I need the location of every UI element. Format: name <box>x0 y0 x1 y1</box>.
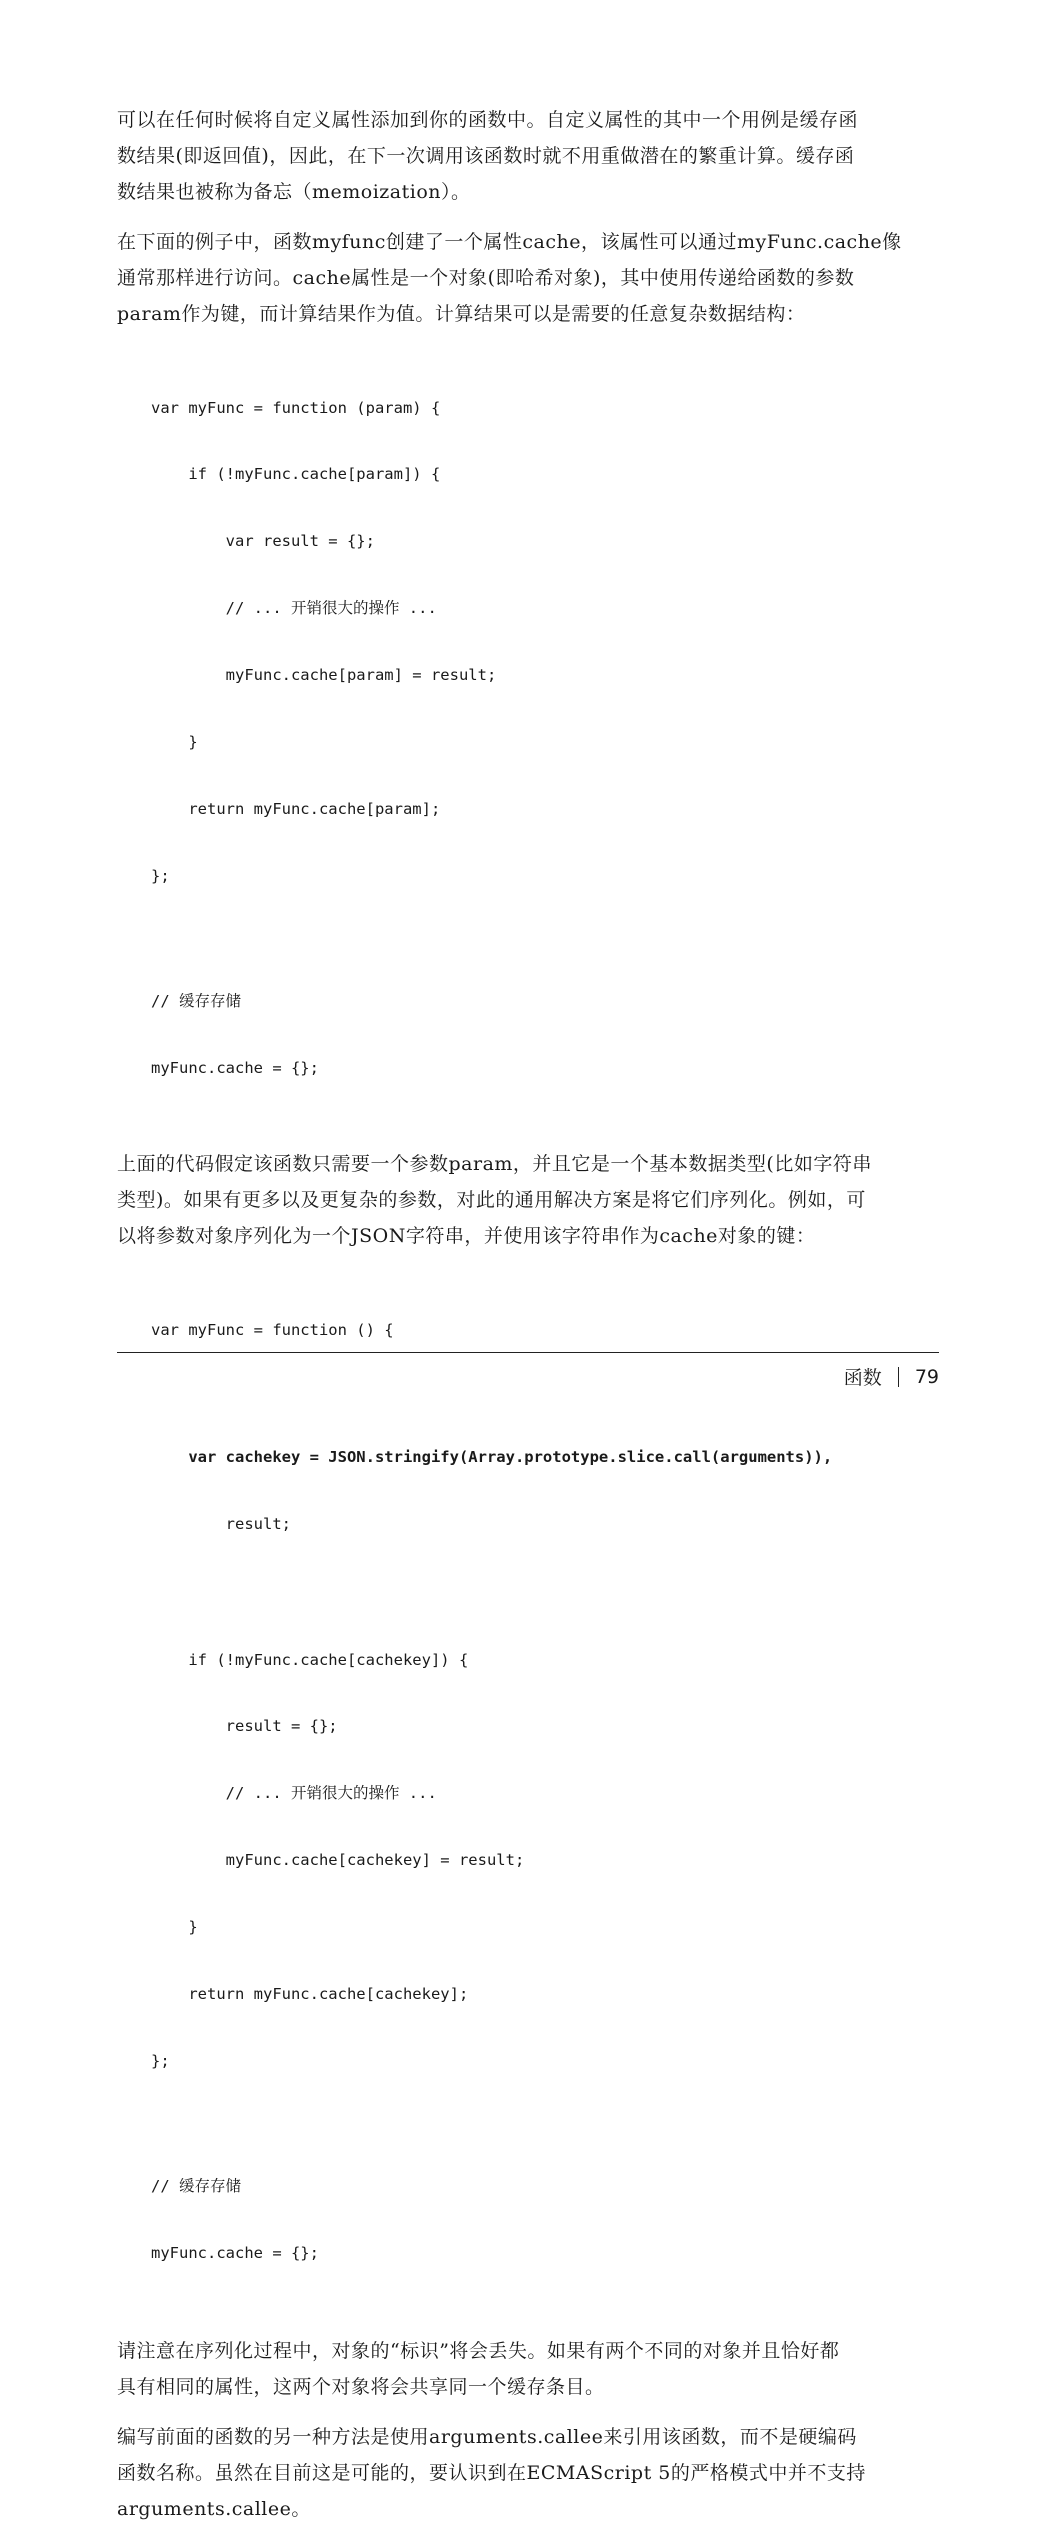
footer-separator <box>898 1367 899 1387</box>
footer-divider <box>117 1352 939 1353</box>
code-line: result = {}; <box>151 1717 338 1736</box>
code-line: myFunc.cache[param] = result; <box>151 666 497 685</box>
code-line: // ... 开销很大的操作 ... <box>151 599 437 618</box>
code-line-highlight: var cachekey = JSON.stringify(Array.prototype.slice.call(arguments)), <box>151 1448 833 1467</box>
code-line: result; <box>151 1515 291 1534</box>
code-line: }; <box>151 866 170 885</box>
code-line: return myFunc.cache[param]; <box>151 799 441 818</box>
code-line: } <box>151 733 198 752</box>
code-line: }; <box>151 2051 170 2070</box>
code-line: var myFunc = function (param) { <box>151 398 441 417</box>
paragraph-arguments-callee: 编写前面的函数的另一种方法是使用arguments.callee来引用该函数，而不是硬编码 函数名称。虽然在目前这是可能的，要认识到在ECMAScript 5的严格模式中并不支持 arguments.callee。 <box>117 2426 866 2521</box>
code-block-json-key <box>151 1274 939 2309</box>
code-comment: // 缓存存储 <box>151 2177 241 2196</box>
footer-section-title: 函数 <box>843 1367 882 1389</box>
code-comment: // 缓存存储 <box>151 992 241 1011</box>
paragraph-identity-note: 请注意在序列化过程中，对象的“标识”将会丢失。如果有两个不同的对象并且恰好都 具有相同的属性，这两个对象将会共享同一个缓存条目。 <box>117 2340 840 2399</box>
code-block-single-param <box>151 352 939 1124</box>
page-body <box>117 100 939 2527</box>
code-line: myFunc.cache = {}; <box>151 1059 319 1078</box>
code-line: var myFunc = function () { <box>151 1320 394 1339</box>
code-line: var result = {}; <box>151 532 375 551</box>
paragraph-memoization-intro: 可以在任何时候将自定义属性添加到你的函数中。自定义属性的其中一个用例是缓存函 数结果(即返回值)，因此，在下一次调用该函数时就不用重做潜在的繁重计算。缓存函 数结果也被称为备忘（memoization）。 <box>117 109 859 203</box>
paragraph-cache-example-intro: 在下面的例子中，函数myfunc创建了一个属性cache，该属性可以通过myFunc.cache像 通常那样进行访问。cache属性是一个对象(即哈希对象)，其中使用传递给函数的参数 param作为键，而计算结果作为值。计算结果可以是需要的任意复杂数据结构： <box>117 231 902 325</box>
code-line: if (!myFunc.cache[cachekey]) { <box>151 1650 469 1669</box>
code-line: } <box>151 1918 198 1937</box>
code-line: myFunc.cache[cachekey] = result; <box>151 1851 525 1870</box>
code-line: // ... 开销很大的操作 ... <box>151 1784 437 1803</box>
code-line: if (!myFunc.cache[param]) { <box>151 465 441 484</box>
page-number: 79 <box>914 1365 939 1388</box>
page-footer <box>844 1363 939 1390</box>
code-line: myFunc.cache = {}; <box>151 2244 319 2263</box>
code-line: return myFunc.cache[cachekey]; <box>151 1985 469 2003</box>
paragraph-serialization-intro: 上面的代码假定该函数只需要一个参数param，并且它是一个基本数据类型(比如字符串 类型)。如果有更多以及更复杂的参数，对此的通用解决方案是将它们序列化。例如，可 以将参数对象序列化为一个JSON字符串，并使用该字符串作为cache对象的键： <box>117 1153 872 1248</box>
